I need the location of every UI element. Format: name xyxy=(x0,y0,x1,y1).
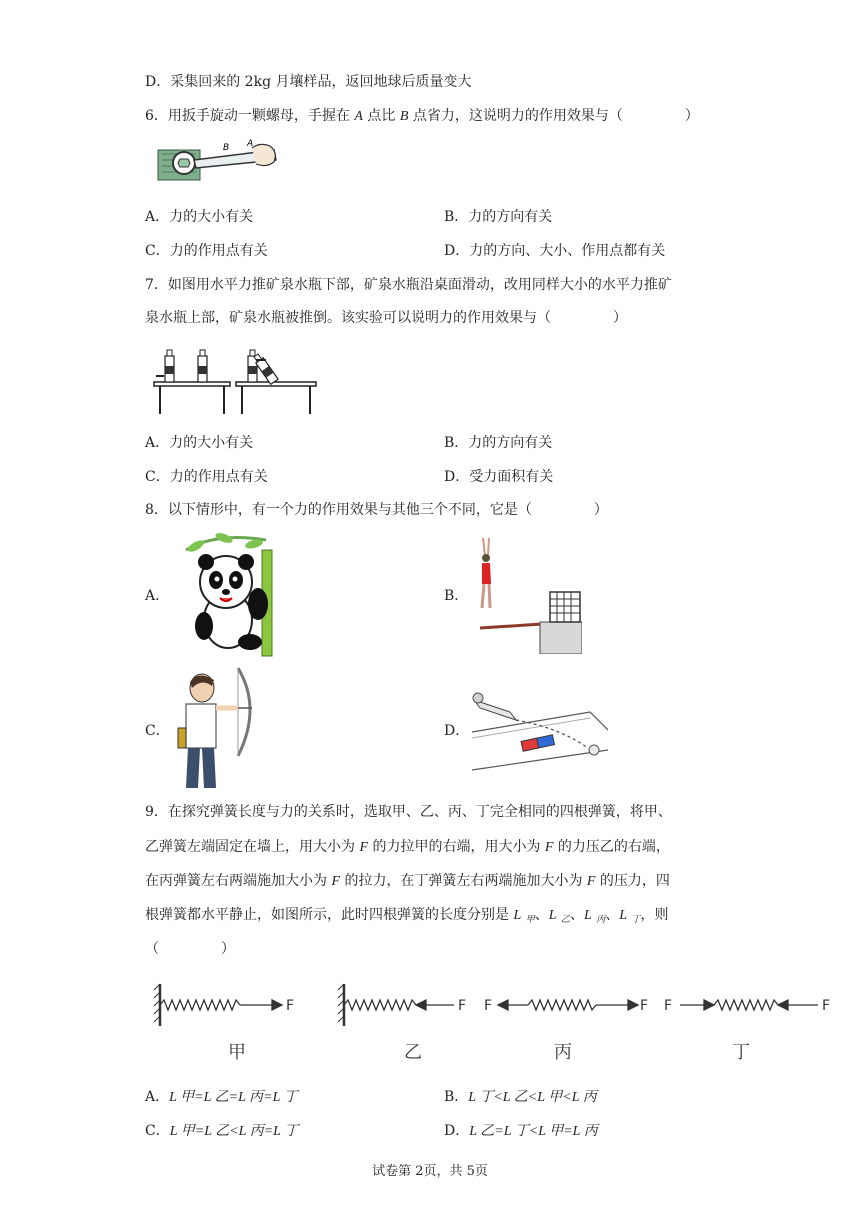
q9-stem-line1: 9．在探究弹簧长度与力的关系时，选取甲、乙、丙、丁完全相同的四根弹簧，将甲、 xyxy=(145,804,672,820)
wrench-figure xyxy=(156,138,282,188)
q6-option-b: B．力的方向有关 xyxy=(444,209,553,225)
q7-stem-line1: 7．如图用水平力推矿泉水瓶下部，矿泉水瓶沿桌面滑动，改用同样大小的水平力推矿 xyxy=(145,277,672,293)
bottle-table-figure xyxy=(152,344,320,416)
q6-option-a: A．力的大小有关 xyxy=(145,209,254,225)
wrench-label-b: B xyxy=(223,143,230,153)
q6-stem: 6．用扳手旋动一颗螺母，手握在 A 点比 B 点省力，这说明力的作用效果与（ ） xyxy=(145,108,699,124)
q9-stem-line2: 乙弹簧左端固定在墙上，用大小为 F 的力拉甲的右端，用大小为 F 的力压乙的右端， xyxy=(145,839,670,855)
q9-answer-paren: （ ） xyxy=(145,941,235,957)
spring-label-ding: 丁 xyxy=(732,1042,750,1063)
page-footer: 试卷第 2页，共 5页 xyxy=(372,1164,488,1179)
force-label-bing-left: F xyxy=(484,998,493,1014)
q8-stem: 8．以下情形中，有一个力的作用效果与其他三个不同，它是（ ） xyxy=(145,502,608,518)
q9-option-c: C．L 甲=L 乙<L 丙=L 丁 xyxy=(145,1123,299,1139)
q6-option-d: D．力的方向、大小、作用点都有关 xyxy=(444,243,666,259)
force-label-bing-right: F xyxy=(640,998,649,1014)
q7-option-a: A．力的大小有关 xyxy=(145,435,254,451)
q7-stem-line2: 泉水瓶上部，矿泉水瓶被推倒。该实验可以说明力的作用效果与（ ） xyxy=(145,310,627,326)
spring-label-yi: 乙 xyxy=(404,1042,422,1063)
q7-option-c: C．力的作用点有关 xyxy=(145,469,268,485)
q8-label-c: C． xyxy=(145,723,170,739)
spring-label-bing: 丙 xyxy=(554,1042,572,1063)
q7-option-b: B．力的方向有关 xyxy=(444,435,553,451)
springs-figure xyxy=(150,980,840,1066)
q9-stem-line3: 在丙弹簧左右两端施加大小为 F 的拉力，在丁弹簧左右两端施加大小为 F 的压力，四 xyxy=(145,873,670,889)
force-label-ding-left: F xyxy=(664,998,673,1014)
q8-label-b: B． xyxy=(444,588,469,604)
panda-figure xyxy=(176,530,286,658)
q6-option-c: C．力的作用点有关 xyxy=(145,243,268,259)
force-label-ding-right: F xyxy=(822,998,831,1014)
force-label-jia: F xyxy=(286,998,295,1014)
q9-stem-line4: 根弹簧都水平静止，如图所示，此时四根弹簧的长度分别是 L $_甲$、L $_乙$、L $_丙$、L $_丁$，则 xyxy=(145,907,669,925)
q8-label-d: D． xyxy=(444,723,470,739)
wrench-label-a: A xyxy=(247,139,254,149)
force-label-yi: F xyxy=(458,998,467,1014)
diving-board-figure xyxy=(470,536,582,654)
q9-option-a: A．L 甲=L 乙=L 丙=L 丁 xyxy=(145,1089,298,1105)
q5-option-d: D．采集回来的 2kg 月壤样品，返回地球后质量变大 xyxy=(145,74,472,90)
magnet-ball-figure xyxy=(470,686,608,774)
q9-option-d: D．L 乙=L 丁<L 甲=L 丙 xyxy=(444,1123,598,1139)
archer-figure xyxy=(176,664,256,792)
spring-label-jia: 甲 xyxy=(228,1042,246,1063)
q7-option-d: D．受力面积有关 xyxy=(444,469,554,485)
q9-option-b: B．L 丁<L 乙<L 甲<L 丙 xyxy=(444,1089,597,1105)
q8-label-a: A． xyxy=(145,588,170,604)
